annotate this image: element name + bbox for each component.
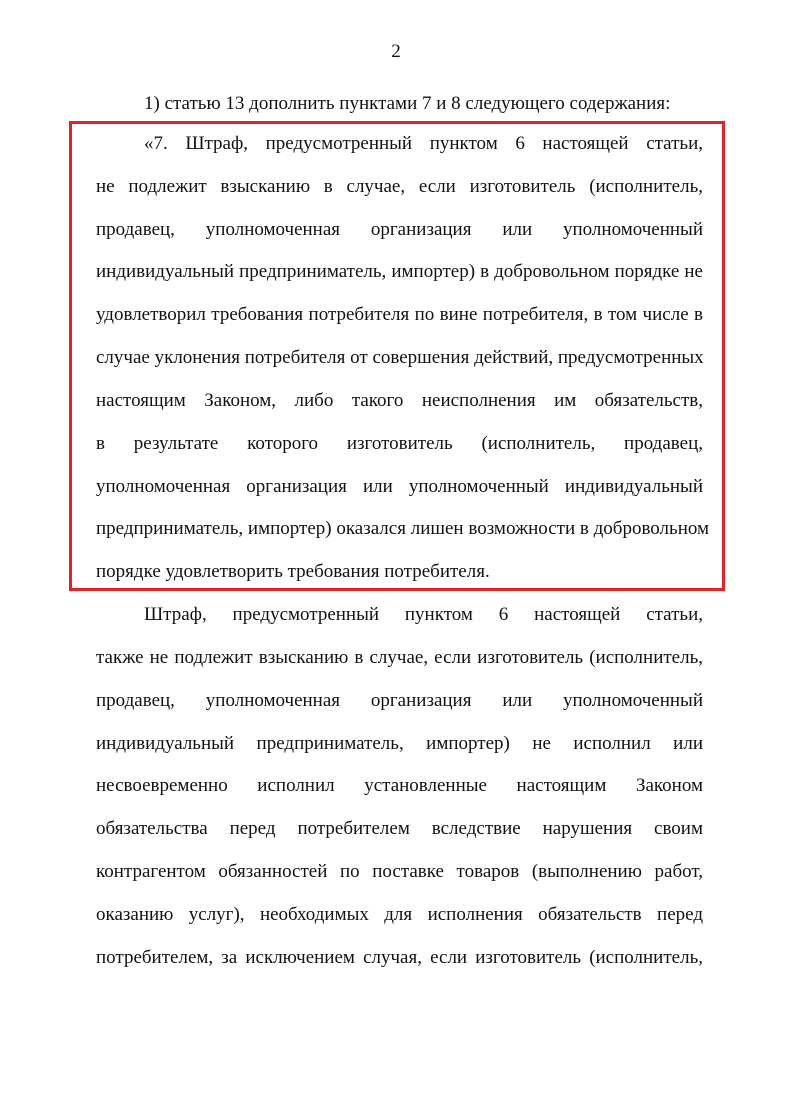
paragraph-line: в результате которого изготовитель (исполнитель, продавец, bbox=[96, 433, 703, 454]
paragraph-line: случае уклонения потребителя от совершения действий, предусмотренных bbox=[96, 347, 704, 368]
paragraph-line: Штраф, предусмотренный пунктом 6 настоящей статьи, bbox=[144, 604, 703, 625]
paragraph-line: продавец, уполномоченная организация или уполномоченный bbox=[96, 690, 703, 711]
paragraph-line: «7. Штраф, предусмотренный пунктом 6 настоящей статьи, bbox=[144, 133, 703, 154]
paragraph-line: уполномоченная организация или уполномоченный индивидуальный bbox=[96, 476, 703, 497]
paragraph-line: настоящим Законом, либо такого неисполнения им обязательств, bbox=[96, 390, 703, 411]
paragraph-line: потребителем, за исключением случая, если изготовитель (исполнитель, bbox=[96, 947, 703, 968]
paragraph-line: предприниматель, импортер) оказался лишен возможности в добровольном bbox=[96, 518, 710, 539]
paragraph-line: порядке удовлетворить требования потребителя. bbox=[96, 561, 490, 582]
paragraph-line: оказанию услуг), необходимых для исполнения обязательств перед bbox=[96, 904, 703, 925]
paragraph-line: индивидуальный предприниматель, импортер) в добровольном порядке не bbox=[96, 261, 703, 282]
intro-line: 1) статью 13 дополнить пунктами 7 и 8 следующего содержания: bbox=[144, 93, 671, 114]
paragraph-line: также не подлежит взысканию в случае, если изготовитель (исполнитель, bbox=[96, 647, 703, 668]
paragraph-line: продавец, уполномоченная организация или уполномоченный bbox=[96, 219, 703, 240]
page-number: 2 bbox=[391, 41, 401, 62]
paragraph-line: несвоевременно исполнил установленные настоящим Законом bbox=[96, 775, 703, 796]
paragraph-line: индивидуальный предприниматель, импортер) не исполнил или bbox=[96, 733, 703, 754]
paragraph-line: контрагентом обязанностей по поставке товаров (выполнению работ, bbox=[96, 861, 703, 882]
paragraph-line: обязательства перед потребителем вследствие нарушения своим bbox=[96, 818, 703, 839]
paragraph-line: не подлежит взысканию в случае, если изготовитель (исполнитель, bbox=[96, 176, 703, 197]
paragraph-line: удовлетворил требования потребителя по вине потребителя, в том числе в bbox=[96, 304, 703, 325]
